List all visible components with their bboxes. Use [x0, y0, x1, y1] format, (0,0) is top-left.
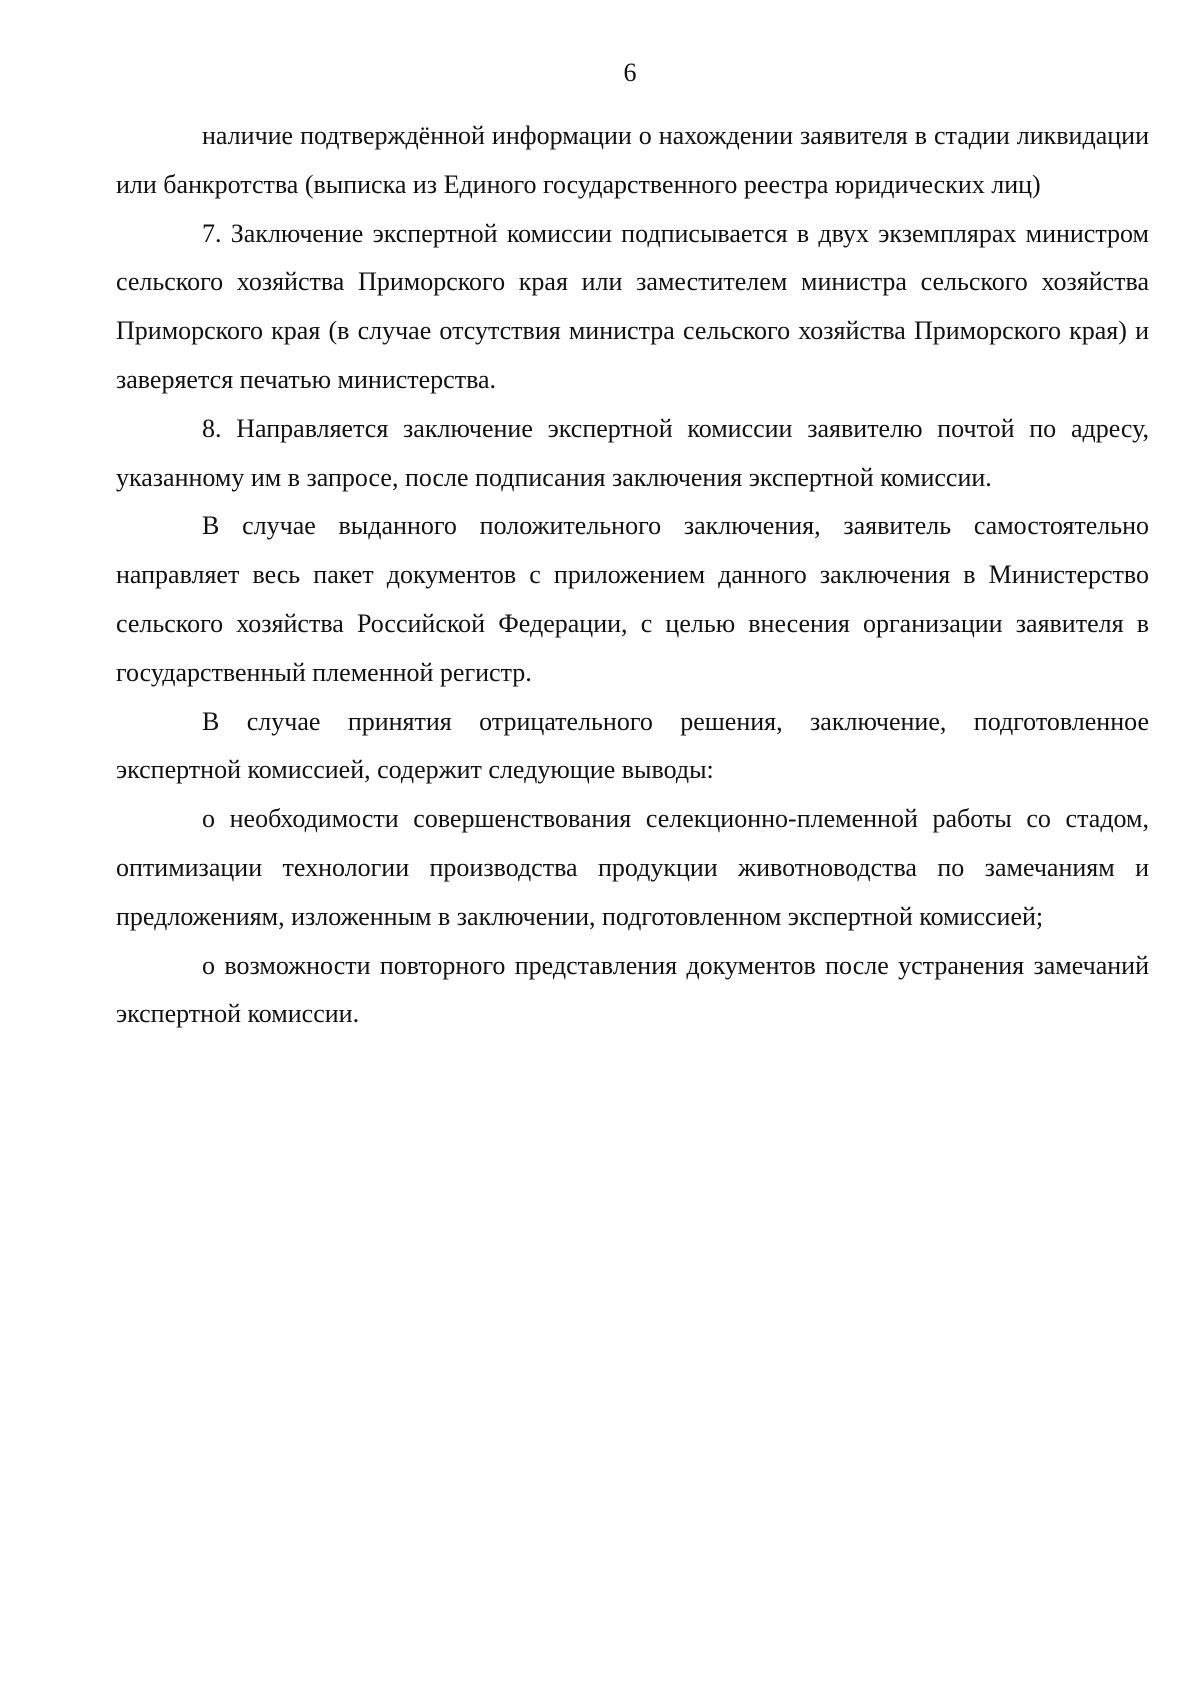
- paragraph-item-7-signing: 7. Заключение экспертной комиссии подписывается в двух экземплярах министром сельского хозяйства Приморского края или заместителем министра сельского хозяйства Приморского края (в случае отсутствия министра сельского хозяйства Приморского края) и заверяется печатью министерства.: [116, 218, 1149, 394]
- paragraph-improvement-need: о необходимости совершенствования селекционно-племенной работы со стадом, оптимизации технологии производства продукции животноводства по замечаниям и предложениям, изложенным в заключении, подготовленном экспертной комиссией;: [116, 804, 1149, 931]
- page-number: 6: [623, 58, 637, 87]
- paragraph-resubmission-possibility: о возможности повторного представления документов после устранения замечаний экспертной комиссии.: [116, 950, 1149, 1029]
- paragraph-positive-conclusion: В случае выданного положительного заключения, заявитель самостоятельно направляет весь пакет документов с приложением данного заключения в Министерство сельского хозяйства Российской Федерации, с целью внесения организации заявителя в государственный племенной регистр.: [116, 511, 1149, 687]
- paragraph-negative-decision: В случае принятия отрицательного решения, заключение, подготовленное экспертной комиссией, содержит следующие выводы:: [116, 706, 1149, 785]
- paragraph-item-8-sending: 8. Направляется заключение экспертной комиссии заявителю почтой по адресу, указанному им в запросе, после подписания заключения экспертной комиссии.: [116, 413, 1149, 492]
- paragraph-liquidation-info: наличие подтверждённой информации о нахождении заявителя в стадии ликвидации или банкротства (выписка из Единого государственного реестра юридических лиц): [116, 121, 1149, 199]
- document-body: [116, 112, 1149, 1039]
